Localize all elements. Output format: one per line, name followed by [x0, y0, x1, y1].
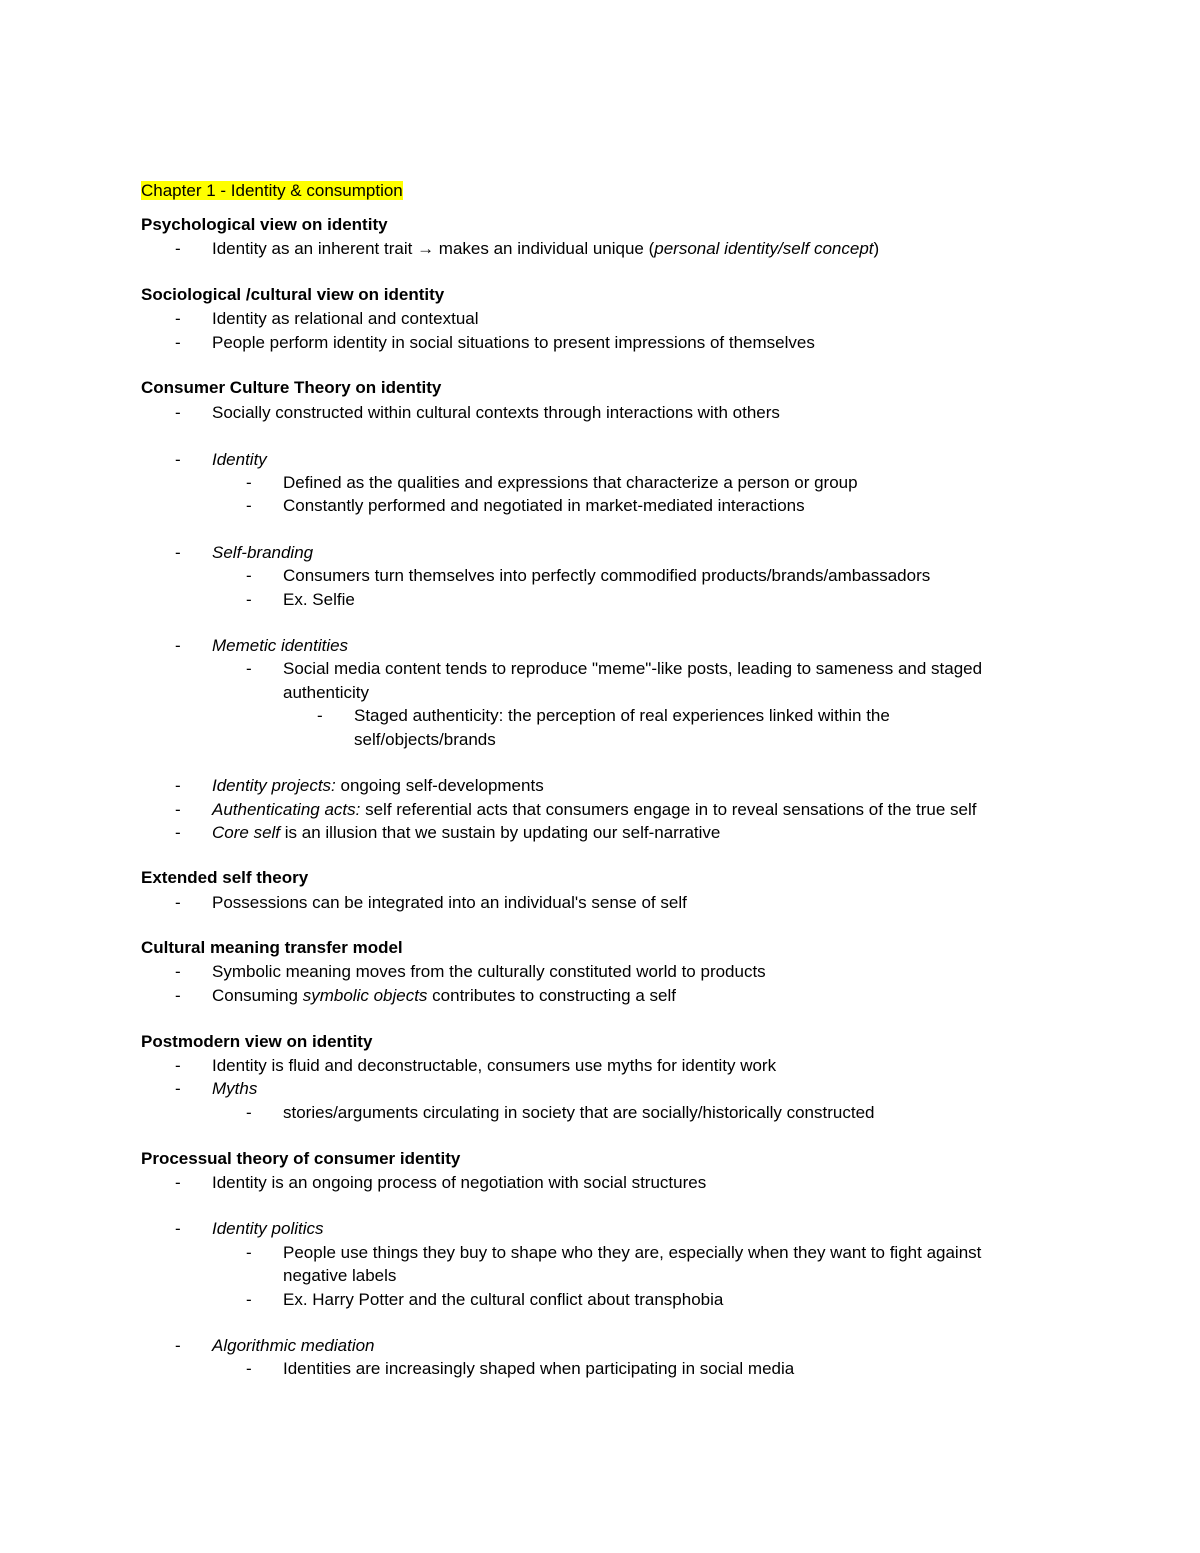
- bullet-item: - Identity is an ongoing process of negotiation with social structures: [175, 1173, 707, 1192]
- sub-bullet-item: - Consumers turn themselves into perfectly commodified products/brands/ambassadors: [246, 566, 931, 585]
- heading-psychological: Psychological view on identity: [141, 215, 388, 234]
- heading-postmodern: Postmodern view on identity: [141, 1032, 373, 1051]
- heading-processual: Processual theory of consumer identity: [141, 1149, 461, 1168]
- sub-sub-bullet-item: - Staged authenticity: the perception of real experiences linked within the: [317, 706, 890, 725]
- bullet-item: - Algorithmic mediation: [175, 1336, 375, 1355]
- sub-bullet-item: - Ex. Harry Potter and the cultural conflict about transphobia: [246, 1290, 724, 1309]
- sub-sub-bullet-continuation: self/objects/brands: [354, 730, 496, 749]
- bullet-item: - Self-branding: [175, 543, 314, 562]
- bullet-item: - Symbolic meaning moves from the culturally constituted world to products: [175, 962, 766, 981]
- sub-bullet-continuation: negative labels: [283, 1266, 397, 1285]
- chapter-title: Chapter 1 - Identity & consumption: [141, 181, 403, 200]
- bullet-item: - Identity as an inherent trait → makes an individual unique (personal identity/self concept): [175, 239, 880, 258]
- bullet-item: - Identity: [175, 450, 267, 469]
- bullet-item: - Socially constructed within cultural contexts through interactions with others: [175, 403, 780, 422]
- bullet-item: - Memetic identities: [175, 636, 349, 655]
- heading-cultural-meaning-transfer: Cultural meaning transfer model: [141, 938, 403, 957]
- bullet-item: - Identity projects: ongoing self-developments: [175, 776, 544, 795]
- bullet-item: - Consuming symbolic objects contributes to constructing a self: [175, 986, 676, 1005]
- bullet-item: - Identity politics: [175, 1219, 324, 1238]
- bullet-item: - Core self is an illusion that we sustain by updating our self-narrative: [175, 823, 721, 842]
- sub-bullet-item: - Ex. Selfie: [246, 590, 355, 609]
- sub-bullet-item: - Constantly performed and negotiated in market-mediated interactions: [246, 496, 805, 515]
- heading-sociological: Sociological /cultural view on identity: [141, 285, 445, 304]
- sub-bullet-item: - Identities are increasingly shaped when participating in social media: [246, 1359, 795, 1378]
- sub-bullet-item: - People use things they buy to shape who they are, especially when they want to fight against: [246, 1243, 982, 1262]
- sub-bullet-item: - Social media content tends to reproduce "meme"-like posts, leading to sameness and staged: [246, 659, 983, 678]
- bullet-item: - Identity is fluid and deconstructable, consumers use myths for identity work: [175, 1056, 777, 1075]
- bullet-item: - Authenticating acts: self referential acts that consumers engage in to reveal sensations of the true self: [175, 800, 977, 819]
- bullet-item: - Identity as relational and contextual: [175, 309, 479, 328]
- bullet-item: - Myths: [175, 1079, 258, 1098]
- heading-extended-self: Extended self theory: [141, 868, 309, 887]
- heading-consumer-culture-theory: Consumer Culture Theory on identity: [141, 378, 442, 397]
- bullet-item: - Possessions can be integrated into an individual's sense of self: [175, 893, 687, 912]
- sub-bullet-item: - Defined as the qualities and expressions that characterize a person or group: [246, 473, 858, 492]
- bullet-item: - People perform identity in social situations to present impressions of themselves: [175, 333, 815, 352]
- sub-bullet-continuation: authenticity: [283, 683, 369, 702]
- sub-bullet-item: - stories/arguments circulating in society that are socially/historically constructed: [246, 1103, 875, 1122]
